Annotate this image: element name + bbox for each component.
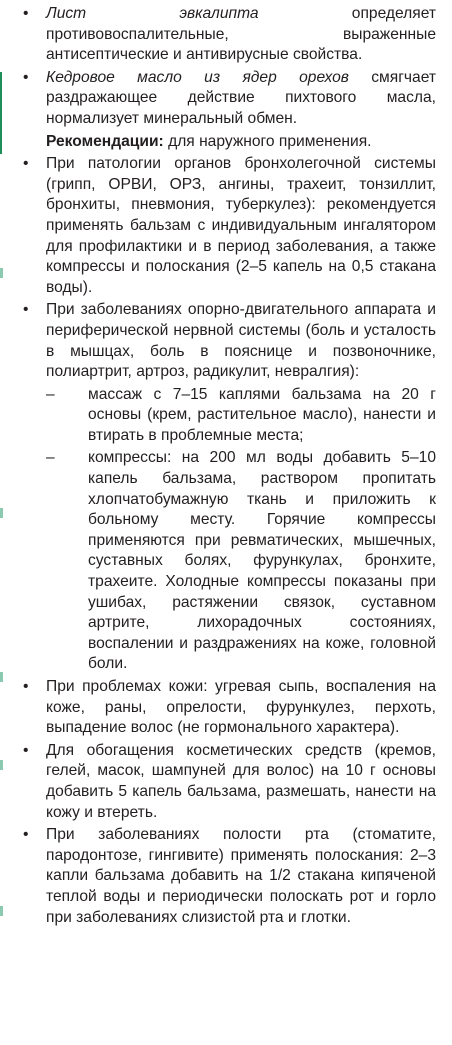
list-item-skin bbox=[0, 677, 436, 739]
recommendations-paragraph bbox=[0, 132, 436, 153]
bullet: • bbox=[23, 68, 29, 86]
list-item-cedar-oil bbox=[0, 68, 436, 130]
ingredient-name: Лист эвкалипта bbox=[46, 5, 259, 22]
bullet: • bbox=[23, 678, 29, 695]
sub-item-text: компрессы: на 200 мл воды добавить 5–10 капель бальзама, раствором пропитать хлопчатобумажную ткань и приложить к больному месту. Горячие компрессы применяются при ревматических, мышечных, суставных болях, фурункулах, бронхите, трахеите. Холодные компрессы показаны при ушибах, растяжении связок, суставном артрите, лихорадочных состояниях, воспалении и раздражениях на коже, головной боли. bbox=[88, 449, 436, 673]
recommendations-label: Рекомендации: bbox=[46, 132, 164, 150]
dash-bullet: – bbox=[46, 449, 55, 467]
item-text: Для обогащения косметических средств (кремов, гелей, масок, шампуней для волос) на 10 г основы добавить 5 капель бальзама, размешать, нанести на кожу и втереть. bbox=[46, 741, 436, 821]
bullet: • bbox=[23, 826, 29, 844]
list-item-respiratory bbox=[0, 154, 436, 298]
bullet: • bbox=[23, 301, 29, 319]
item-text: При патологии органов бронхолегочной системы (грипп, ОРВИ, ОРЗ, ангины, трахеит, тонзиллит, бронхиты, пневмония, туберкулез): рекомендуется применять бальзам с индивидуальным ингалятором для профилактики и в период заболевания, а также компрессы и полоскания (2–5 капель на 0,5 стакана воды). bbox=[46, 155, 436, 296]
list-item-musculoskeletal bbox=[0, 300, 436, 382]
ingredient-name: Кедровое масло из ядер орехов bbox=[46, 68, 349, 86]
list-item-eucalyptus bbox=[0, 4, 436, 66]
item-text: При заболеваниях опорно-двигательного аппарата и периферической нервной системы (боль и усталость в мышцах, боль в пояснице и позвоночнике, полиартрит, артроз, радикулит, невралгия): bbox=[46, 301, 436, 381]
sub-item-massage bbox=[0, 385, 436, 447]
ingredient-description: определяет противовоспалительные, выраженные антисептические и антивирусные свойства. bbox=[46, 5, 437, 64]
item-text: При заболеваниях полости рта (стоматите, пародонтозе, гингивите) применять полоскания: 2–3 капли бальзама добавить на 1/2 стакана кипяченой теплой воды и периодически полоскать рот и горло при заболеваниях слизистой рта и глотки. bbox=[46, 826, 436, 926]
sub-item-text: массаж с 7–15 каплями бальзама на 20 г основы (крем, растительное масло), нанести и втирать в проблемные места; bbox=[88, 385, 436, 444]
bullet: • bbox=[23, 5, 29, 22]
document-body bbox=[0, 4, 436, 928]
bullet: • bbox=[23, 155, 29, 173]
item-text: При проблемах кожи: угревая сыпь, воспаления на коже, раны, опрелости, фурункулез, перхоть, выпадение волос (не гормонального характера). bbox=[46, 678, 436, 737]
sub-item-compresses bbox=[0, 448, 436, 675]
recommendations-text: для наружного применения. bbox=[163, 132, 372, 150]
ingredient-description: смягчает раздражающее действие пихтового масла, нормализует минеральный обмен. bbox=[46, 68, 437, 127]
list-item-cosmetics bbox=[0, 741, 436, 823]
list-item-oral-cavity bbox=[0, 825, 436, 928]
bullet: • bbox=[23, 741, 29, 759]
dash-bullet: – bbox=[46, 385, 55, 403]
